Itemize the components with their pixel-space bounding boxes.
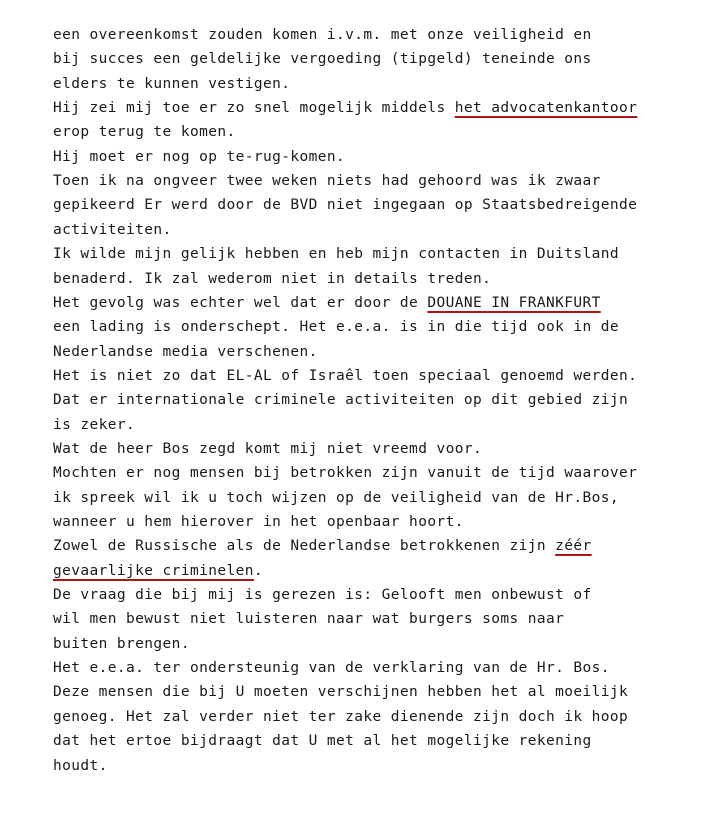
text-line [53,49,592,69]
text-line [53,512,464,532]
text-line [53,756,108,776]
line-text: Hij moet er nog op te-rug-komen. [53,148,346,165]
line-text: dat het ertoe bijdraagt dat U met al het mogelijke rekening [53,733,592,750]
line-text: Zowel de Russische als de Nederlandse betrokkenen zijn [53,538,556,555]
text-line [53,293,601,313]
line-text: buiten brengen. [53,635,190,652]
line-text: erop terug te komen. [53,124,236,141]
text-line [53,536,592,556]
text-line [53,147,345,167]
line-text: activiteiten. [53,221,172,238]
line-text: gepikeerd Er werd door de BVD niet ingegaan op Staatsbedreigende [53,197,638,214]
text-line [53,171,601,191]
text-line [53,439,482,459]
line-text: Ik wilde mijn gelijk hebben en heb mijn contacten in Duitsland [53,246,620,263]
text-line [53,342,318,362]
underlined-phrase: het advocatenkantoor [454,100,638,117]
text-line [53,366,637,386]
line-text: Nederlandse media verschenen. [53,343,318,360]
line-text: een lading is onderschept. Het e.e.a. is in die tijd ook in de [53,319,620,336]
text-line [53,244,619,264]
line-text: benaderd. Ik zal wederom niet in details treden. [53,270,492,287]
line-text: Deze mensen die bij U moeten verschijnen hebben het al moeilijk [53,684,629,701]
text-line [53,609,564,629]
line-text: Het gevolg was echter wel dat er door de [53,294,428,311]
text-line [53,658,610,678]
text-line [53,25,592,45]
underlined-phrase: gevaarlijke criminelen [53,562,254,579]
line-text: een overeenkomst zouden komen i.v.m. met onze veiligheid en [53,27,592,43]
text-line [53,463,637,483]
line-text: genoeg. Het zal verder niet ter zake dienende zijn doch ik hoop [53,708,629,725]
text-line [53,561,263,581]
line-text: houdt. [53,757,108,774]
text-line [53,682,628,702]
line-text: Het is niet zo dat EL-AL of Israêl toen speciaal genoemd werden. [53,367,638,384]
text-line [53,634,190,654]
line-text: is zeker. [53,416,136,433]
line-text: Het e.e.a. ter ondersteunig van de verklaring van de Hr. Bos. [53,660,610,677]
line-text: elders te kunnen vestigen. [53,75,291,92]
text-line [53,220,172,240]
line-text: wanneer u hem hierover in het openbaar hoort. [53,514,464,530]
text-line [53,269,491,289]
line-text: Mochten er nog mensen bij betrokken zijn vanuit de tijd waarover [53,465,638,482]
text-line [53,707,628,727]
text-line [53,317,619,337]
text-line [53,74,290,94]
line-text: bij succes een geldelijke vergoeding (tipgeld) teneinde ons [53,51,592,68]
line-text: Toen ik na ongveer twee weken niets had gehoord was ik zwaar [53,173,601,190]
line-text: . [253,562,263,579]
line-text: Hij zei mij toe er zo snel mogelijk middels [53,100,455,117]
text-line [53,415,135,435]
text-line [53,390,628,410]
text-line [53,488,619,508]
text-line [53,731,592,751]
text-line [53,98,637,118]
line-text: Dat er internationale criminele activiteiten op dit gebied zijn [53,392,629,409]
text-line [53,585,592,605]
line-text: wil men bewust niet luisteren naar wat burgers soms naar [53,611,565,628]
text-line [53,122,236,142]
underlined-phrase: DOUANE IN FRANKFURT [427,294,601,311]
text-line [53,195,637,215]
line-text: Wat de heer Bos zegd komt mij niet vreemd voor. [53,440,483,457]
underlined-phrase: zéér [555,538,592,555]
line-text: ik spreek wil ik u toch wijzen op de veiligheid van de Hr.Bos, [53,489,620,506]
line-text: De vraag die bij mij is gerezen is: Gelooft men onbewust of [53,587,592,604]
